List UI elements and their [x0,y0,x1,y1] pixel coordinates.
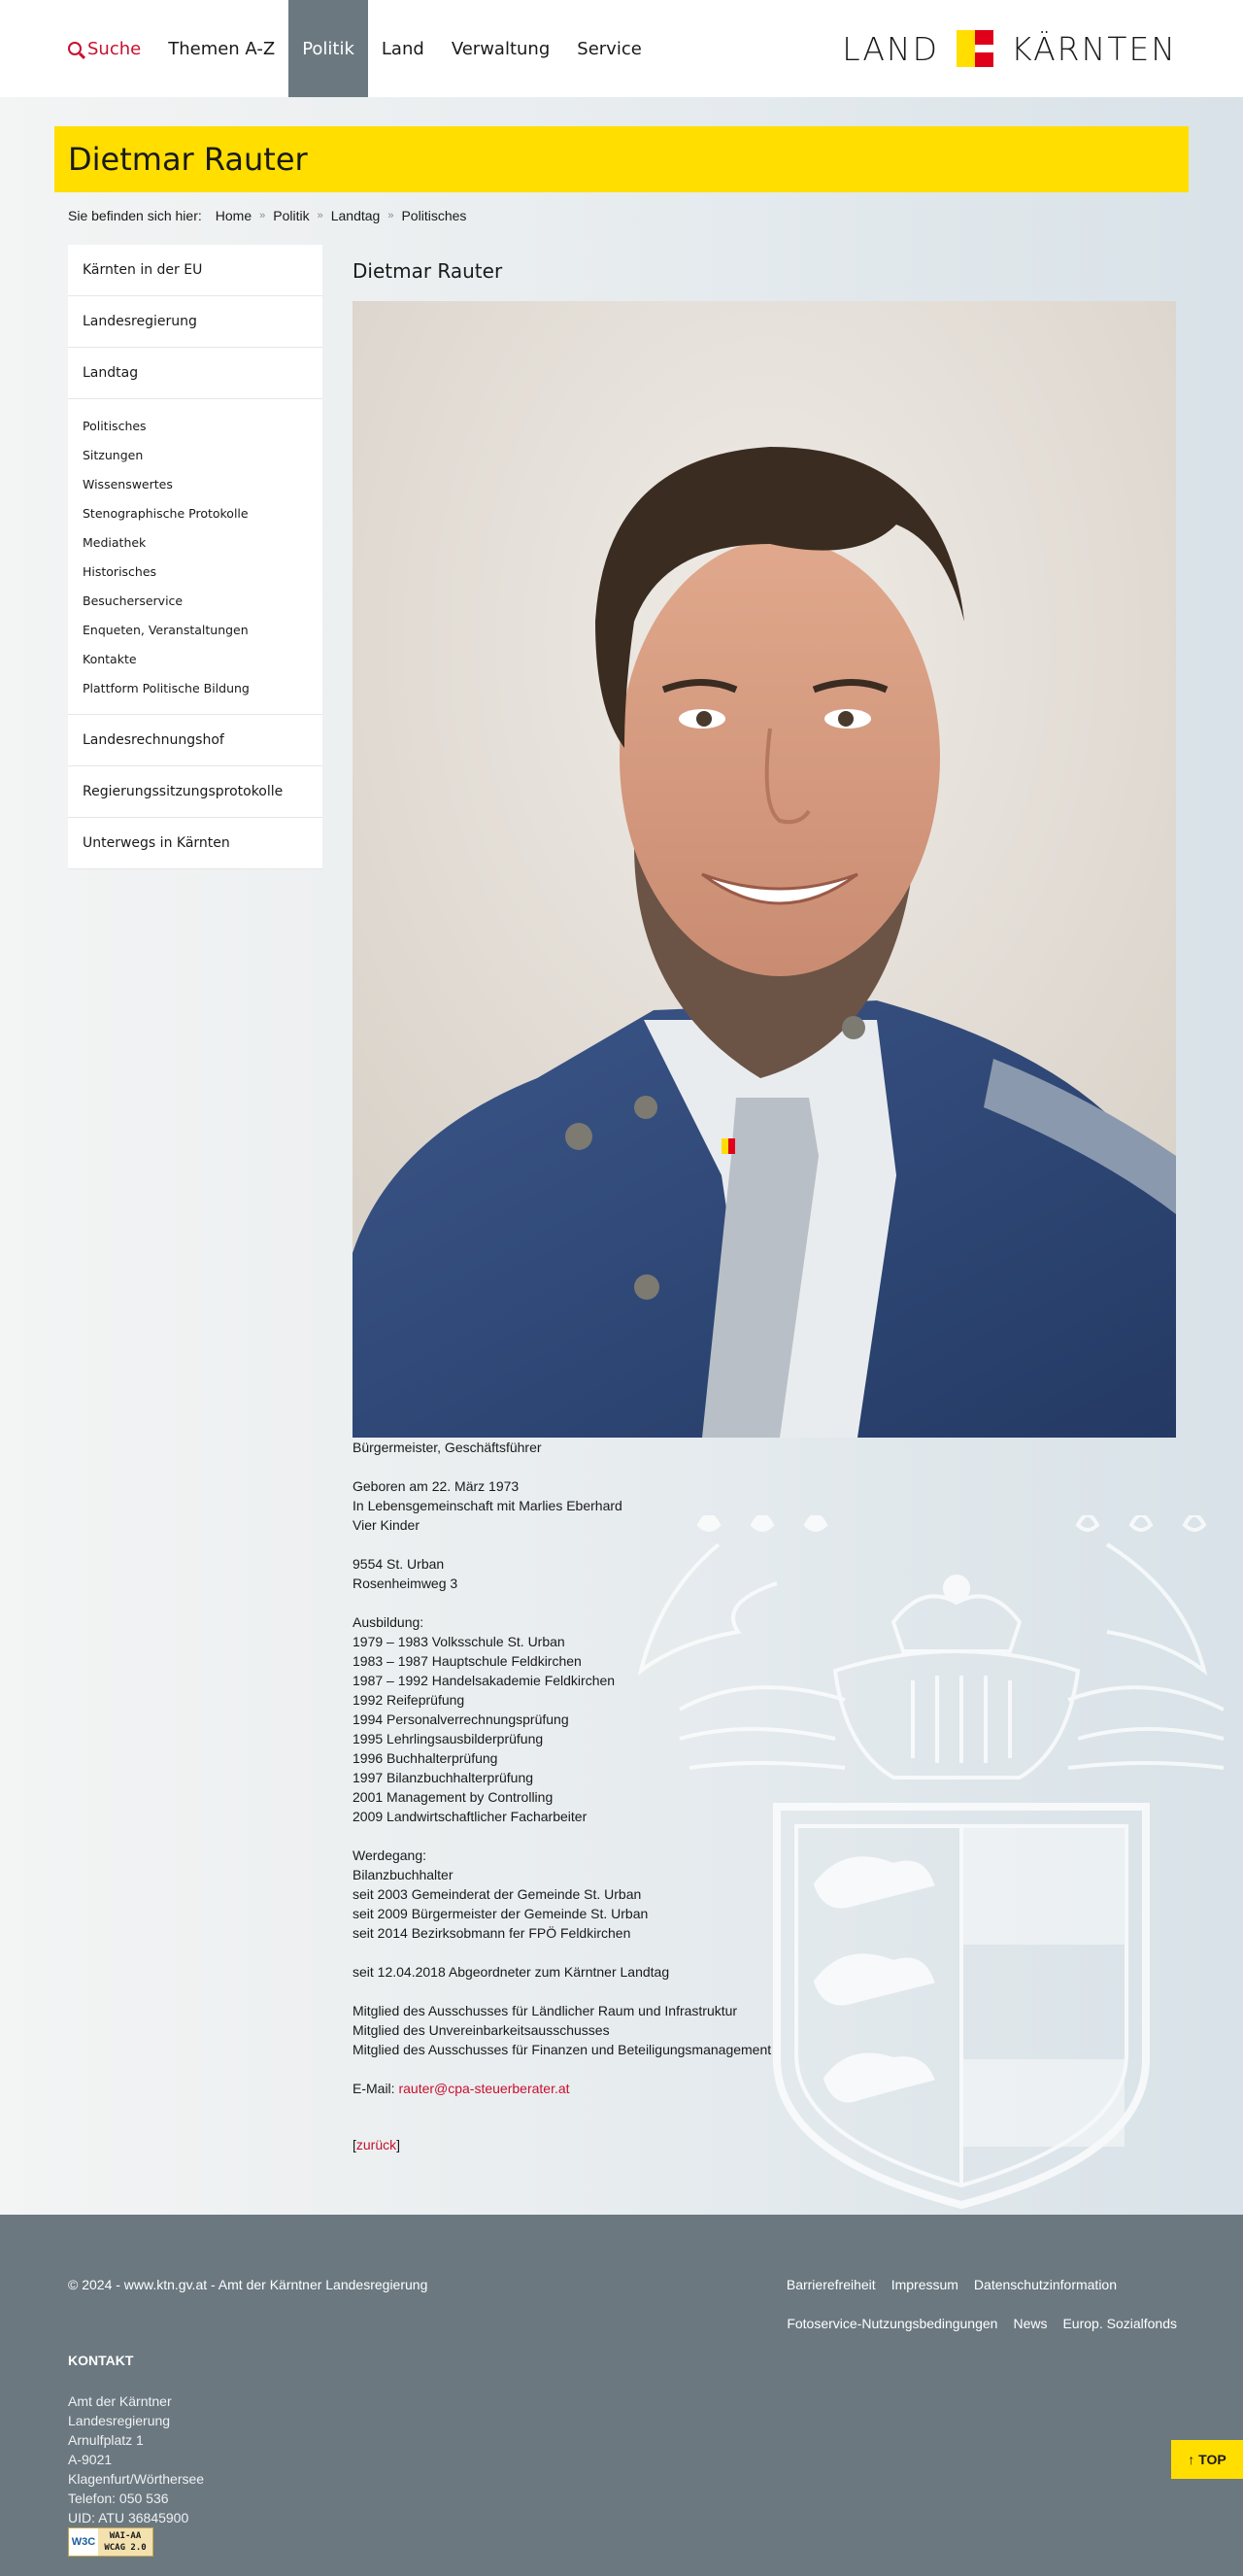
breadcrumb-politik[interactable]: Politik [273,208,310,223]
bio-personal-line: Geboren am 22. März 1973 [353,1478,520,1494]
sidebar-sub-historisches[interactable]: Historisches [83,563,157,579]
site-header [0,0,1243,97]
breadcrumb-landtag[interactable]: Landtag [330,208,381,223]
breadcrumb-chevron-icon: » [317,210,323,221]
portrait-photo [353,301,1176,1438]
bio-personal-line: In Lebensgemeinschaft mit Marlies Eberhard [353,1498,622,1513]
bio-education-item: 1997 Bilanzbuchhalterprüfung [353,1770,534,1785]
bio-landtag: seit 12.04.2018 Abgeordneter zum Kärntner Landtag [353,1964,670,1980]
sidebar-sub-politisches[interactable]: Politisches [83,418,147,433]
footer-address-line: Klagenfurt/Wörthersee [68,2471,205,2487]
footer-link-barrierefreiheit[interactable]: Barrierefreiheit [786,2277,876,2292]
footer-link-impressum[interactable]: Impressum [890,2277,958,2292]
breadcrumb-chevron-icon: » [259,210,266,221]
footer-address-line: A-9021 [68,2452,113,2467]
bio-career-item: Bilanzbuchhalter [353,1867,454,1882]
footer-address [68,2391,204,2527]
nav-themen[interactable]: Themen A-Z [168,38,276,59]
footer-address-line: Arnulfplatz 1 [68,2432,144,2448]
bio-education-item: 2001 Management by Controlling [353,1789,554,1805]
wcag-badge-icon[interactable] [68,2527,153,2557]
sidebar-item-unterwegs[interactable]: Unterwegs in Kärnten [68,818,322,869]
nav-verwaltung[interactable]: Verwaltung [451,38,551,59]
footer-links-row1 [787,2277,1117,2292]
bio-career-item: seit 2009 Bürgermeister der Gemeinde St. Urban [353,1906,649,1921]
wcag-badge-line1: WAI-AA [109,2531,142,2541]
bio-education-item: 1987 – 1992 Handelsakademie Feldkirchen [353,1673,616,1688]
content-heading: Dietmar Rauter [353,259,503,283]
bio-education-item: 1992 Reifeprüfung [353,1692,465,1708]
main-content [353,245,1176,2152]
sidebar-item-eu[interactable]: Kärnten in der EU [68,245,322,296]
nav-politik[interactable]: Politik [288,0,368,97]
nav-search-label: Suche [87,38,142,59]
footer-kontakt-heading: KONTAKT [68,2353,134,2368]
sidebar-submenu [68,399,322,715]
footer-address-line: Telefon: 050 536 [68,2491,169,2506]
sidebar-item-landtag[interactable]: Landtag [68,348,322,399]
wcag-badge-level [98,2528,152,2556]
sidebar-sub-sitzungen[interactable]: Sitzungen [83,447,144,462]
sidebar-sub-protokolle[interactable]: Stenographische Protokolle [83,505,249,521]
bio-personal-line: Vier Kinder [353,1517,420,1533]
bio-committee: Mitglied des Ausschusses für Finanzen und Beteiligungsmanagement [353,2042,772,2057]
site-logo[interactable] [842,29,1177,68]
search-icon [68,42,82,55]
breadcrumb-politisches[interactable]: Politisches [401,208,467,223]
footer-address-line: Amt der Kärntner [68,2393,172,2409]
back-link[interactable]: zurück [355,2137,397,2152]
sidebar-sub-kontakte[interactable]: Kontakte [83,651,137,666]
bio-career-item: seit 2014 Bezirksobmann fer FPÖ Feldkirchen [353,1925,631,1941]
breadcrumb [68,208,466,223]
footer-link-news[interactable]: News [1013,2316,1048,2331]
bio-address-line: Rosenheimweg 3 [353,1576,458,1591]
bio-career-label: Werdegang: [353,1847,427,1863]
sidebar-nav [68,245,322,869]
sidebar-sub-mediathek[interactable]: Mediathek [83,534,147,550]
wcag-badge-line2: WCAG 2.0 [104,2543,147,2553]
back-to-top-button[interactable]: ↑ TOP [1171,2440,1243,2479]
sidebar-sub-wissenswertes[interactable]: Wissenswertes [83,476,173,491]
bio-career-item: seit 2003 Gemeinderat der Gemeinde St. Urban [353,1886,642,1902]
bio-education-item: 1983 – 1987 Hauptschule Feldkirchen [353,1653,582,1669]
bio-committee: Mitglied des Ausschusses für Ländlicher Raum und Infrastruktur [353,2003,738,2018]
bio-education-item: 1995 Lehrlingsausbilderprüfung [353,1731,544,1746]
nav-land[interactable]: Land [381,38,424,59]
logo-mark-icon [957,30,993,67]
nav-search[interactable] [54,0,154,97]
footer-links-row2 [787,2316,1177,2331]
breadcrumb-chevron-icon: » [387,210,394,221]
sidebar-item-regierungssitzungsprotokolle[interactable]: Regierungssitzungsprotokolle [68,766,322,818]
wcag-badge-w3c: W3C [69,2528,98,2556]
site-footer [0,2215,1243,2576]
bio-committee: Mitglied des Unvereinbarkeitsausschusses [353,2022,610,2038]
email-label: E-Mail: [353,2081,395,2096]
bio-education-item: 2009 Landwirtschaftlicher Facharbeiter [353,1809,588,1824]
footer-link-sozialfonds[interactable]: Europ. Sozialfonds [1062,2316,1177,2331]
page-title-bar [54,126,1189,192]
bio-role: Bürgermeister, Geschäftsführer [353,1440,542,1455]
bio-education-item: 1994 Personalverrechnungsprüfung [353,1712,569,1727]
back-bracket-open: [ [353,2137,356,2152]
sidebar-sub-enqueten[interactable]: Enqueten, Veranstaltungen [83,622,249,637]
breadcrumb-home[interactable]: Home [215,208,252,223]
bio-education-item: 1996 Buchhalterprüfung [353,1750,498,1766]
sidebar-sub-plattform[interactable]: Plattform Politische Bildung [83,680,250,695]
logo-text-right: KÄRNTEN [1011,29,1177,68]
footer-address-line: UID: ATU 36845900 [68,2510,189,2525]
page-title: Dietmar Rauter [68,141,308,178]
bio-education-item: 1979 – 1983 Volksschule St. Urban [353,1634,565,1649]
bio-education-label: Ausbildung: [353,1614,424,1630]
footer-copyright: © 2024 - www.ktn.gv.at - Amt der Kärntner Landesregierung [68,2277,428,2292]
footer-address-line: Landesregierung [68,2413,171,2428]
back-bracket-close: ] [396,2137,401,2152]
sidebar-item-landesrechnungshof[interactable]: Landesrechnungshof [68,715,322,766]
main-nav [54,0,655,97]
bio-address-line: 9554 St. Urban [353,1556,445,1572]
sidebar-item-landesregierung[interactable]: Landesregierung [68,296,322,348]
logo-text-left: LAND [842,29,940,68]
email-link[interactable]: rauter@cpa-steuerberater.at [398,2081,570,2096]
nav-service[interactable]: Service [577,38,642,59]
breadcrumb-label: Sie befinden sich hier: [68,208,202,223]
footer-link-fotoservice[interactable]: Fotoservice-Nutzungsbedingungen [787,2316,998,2331]
biography [353,1438,1176,2174]
sidebar-sub-besucherservice[interactable]: Besucherservice [83,593,184,608]
footer-link-datenschutz[interactable]: Datenschutzinformation [973,2277,1117,2292]
